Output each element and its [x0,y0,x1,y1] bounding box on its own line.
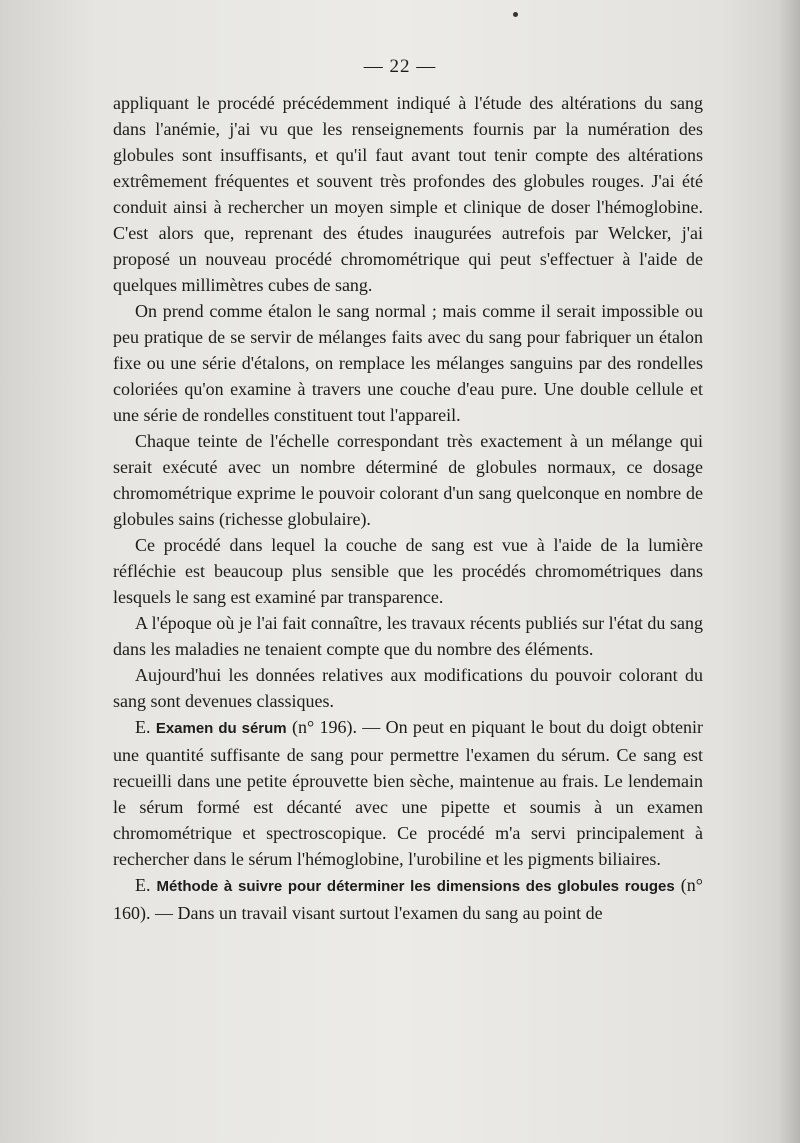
paragraph-2: On prend comme étalon le sang normal ; mais comme il serait impossible ou peu pratique de se servir de mélanges faits avec du sang pour fabriquer un étalon fixe ou une série d'étalons, on remplace les mélanges sanguins par des rondelles coloriées qu'on examine à travers une couche d'eau pure. Une double cellule et une série de rondelles constituent tout l'appareil. [113,301,703,425]
paragraph-5: A l'époque où je l'ai fait connaître, les travaux récents publiés sur l'état du sang dans les maladies ne tenaient compte que du nombre des éléments. [113,613,703,659]
paragraph-3: Chaque teinte de l'échelle correspondant très exactement à un mélange qui serait exécuté avec un nombre déterminé de globules normaux, ce dosage chromométrique exprime le pouvoir colorant d'un sang quelconque en nombre de globules sains (richesse globulaire). [113,431,703,529]
section-letter: E. [135,717,151,737]
paragraph-4: Ce procédé dans lequel la couche de sang est vue à l'aide de la lumière réfléchie est beaucoup plus sensible que les procédés chromométriques dans lesquels le sang est examiné par transparence. [113,535,703,607]
paragraph-8 [113,872,703,926]
section-reference: (n° 160). [113,875,703,923]
section-heading: Examen du sérum [155,720,287,737]
section-body: — On peut en piquant le bout du doigt obtenir une quantité suffisante de sang pour permettre l'examen du sérum. Ce sang est recueilli dans une petite éprouvette bien sèche, maintenue au frais. Le lendemain le sérum formé est décanté avec une pipette et soumis à un examen chromométrique et spectroscopique. Ce procédé m'a servi principalement à rechercher dans le sérum l'hémoglobine, l'urobiline et les pigments biliaires. [113,717,704,869]
section-heading: Méthode à suivre pour déterminer les dimensions des globules rouges [156,878,675,895]
paragraph-1: appliquant le procédé précédemment indiqué à l'étude des altérations du sang dans l'anémie, j'ai vu que les renseignements fournis par la numération des globules sont insuffisants, et qu'il faut avant tout tenir compte des altérations extrêmement fréquentes et souvent très profondes des globules rouges. J'ai été conduit ainsi à rechercher un moyen simple et clinique de doser l'hémoglobine. C'est alors que, reprenant des études inaugurées autrefois par Welcker, j'ai proposé un nouveau procédé chromométrique qui peut s'effectuer à l'aide de quelques millimètres cubes de sang. [113,93,703,295]
page-edge-shadow [778,0,800,1143]
paragraph-6: Aujourd'hui les données relatives aux modifications du pouvoir colorant du sang sont devenues classiques. [113,665,703,711]
section-letter: E. [135,875,151,895]
section-reference: (n° 196). [291,717,357,737]
paragraph-7 [113,714,703,872]
section-body: — Dans un travail visant surtout l'examen du sang au point de [155,903,603,923]
ink-speck [513,12,518,17]
page-number: — 22 — [363,56,437,77]
body-text [113,90,703,926]
